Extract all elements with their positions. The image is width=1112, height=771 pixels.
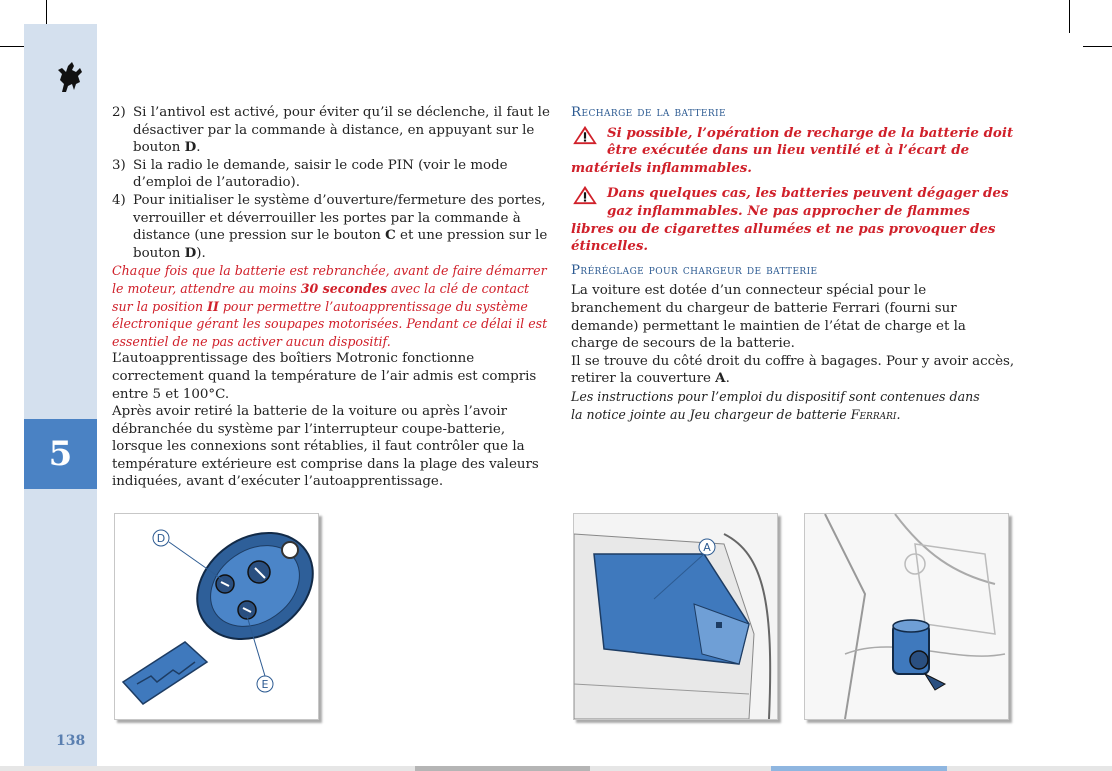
paragraph: La voiture est dotée d’un connecteur spécial pour le branchement du chargeur de batterie Ferrari (fourni sur demande) permettant le maintien de l’état de charge et la charge de secours de la batterie. [571, 283, 966, 352]
note-text: Chaque fois que la batterie est rebranchée, avant de faire démarrer le moteur, attendre au moins [112, 263, 547, 296]
connector-figure [804, 513, 1009, 720]
note-text: avec la clé de contact sur la position [112, 280, 530, 314]
part-ref: A [715, 370, 726, 387]
paragraph: Après avoir retiré la batterie de la voiture ou après l’avoir débranchée du système par l’interrupteur coupe-batterie, lorsque les connexions sont rétablies, il faut contrôler que la température extérieure est comprise dans la plage des valeurs indiquées, avant d’exécuter l’autoapprentissage. [112, 404, 539, 490]
paragraph [571, 353, 1016, 388]
list-number: 3) [112, 157, 126, 173]
note-text: Les instructions pour l’emploi du dispositif sont contenues dans la notice jointe au Jeu chargeur de batterie [571, 388, 980, 422]
trunk-figure [573, 513, 778, 720]
key-fob-figure [114, 513, 319, 720]
list-text: . [196, 140, 201, 156]
list-item [112, 104, 550, 157]
trunk-illustration [574, 514, 777, 719]
list-item [112, 192, 550, 262]
section-heading: Préréglage pour chargeur de batterie [571, 262, 818, 278]
note-emphasis: 30 secondes [300, 280, 387, 296]
instruction-note [571, 388, 991, 423]
warning-block [571, 125, 1016, 178]
callout-e: E [261, 678, 269, 691]
list-text: Si la radio le demande, saisir le code PIN (voir le mode d’emploi de l’autoradio). [133, 157, 508, 191]
key-fob-illustration [115, 514, 318, 719]
note-emphasis: II [207, 298, 219, 314]
warning-triangle-icon [571, 185, 599, 205]
warning-text: Si possible, l’opération de recharge de la batterie doit être exécutée dans un lieu ventilé et à l’écart de matériels inflammables. [571, 124, 1014, 176]
note-text: pour permettre l’autoapprentissage du système électronique gérant les soupapes motorisées. Pendant ce délai il est essentiel de ne pas activer aucun dispositif. [112, 298, 548, 349]
crop-mark [1069, 0, 1070, 33]
footer-segment [771, 766, 947, 771]
brand-name: Ferrari [850, 406, 897, 422]
paragraph-text: Il se trouve du côté droit du coffre à bagages. Pour y avoir accès, retirer la couverture [571, 353, 1015, 387]
footer-segment [415, 766, 590, 771]
page-number: 138 [56, 733, 86, 749]
list-text: et une pression sur le bouton [133, 228, 548, 261]
warning-text: Dans quelques cas, les batteries peuvent dégager des gaz inflammables. Ne pas approcher de flammes libres ou de cigarettes allumées et ne pas provoquer des étincelles. [571, 185, 1009, 255]
callout-a: A [703, 541, 711, 554]
connector-illustration [805, 514, 1008, 719]
paragraph-text: . [725, 371, 730, 387]
chapter-sidebar [24, 24, 97, 771]
list-number: 2) [112, 105, 126, 120]
note-text: . [896, 406, 901, 422]
button-ref: C [385, 227, 396, 244]
button-ref: D [184, 139, 197, 156]
list-text: ). [196, 245, 206, 261]
chapter-number: 5 [24, 419, 97, 489]
left-column [112, 104, 550, 491]
list-text: Pour initialiser le système d’ouverture/fermeture des portes, verrouiller et déverrouiller les portes par la commande à distance (une pression sur le bouton [133, 192, 546, 244]
list-item [112, 157, 550, 192]
paragraph: L’autoapprentissage des boîtiers Motronic fonctionne correctement quand la température de l’air admis est compris entre 5 et 100°C. [112, 351, 537, 402]
callout-d: D [156, 532, 166, 545]
list-text: Si l’antivol est activé, pour éviter qu’il se déclenche, il faut le désactiver par la commande à distance, en appuyant sur le bouton [133, 105, 550, 156]
warning-block [571, 185, 1016, 255]
crop-mark [1083, 46, 1112, 47]
prancing-horse-icon [52, 58, 88, 98]
list-number: 4) [112, 192, 126, 208]
right-column [571, 104, 1016, 423]
button-ref: D [184, 244, 197, 261]
warning-triangle-icon [571, 125, 599, 145]
important-note [112, 262, 550, 350]
section-heading: Recharge de la batterie [571, 105, 726, 120]
